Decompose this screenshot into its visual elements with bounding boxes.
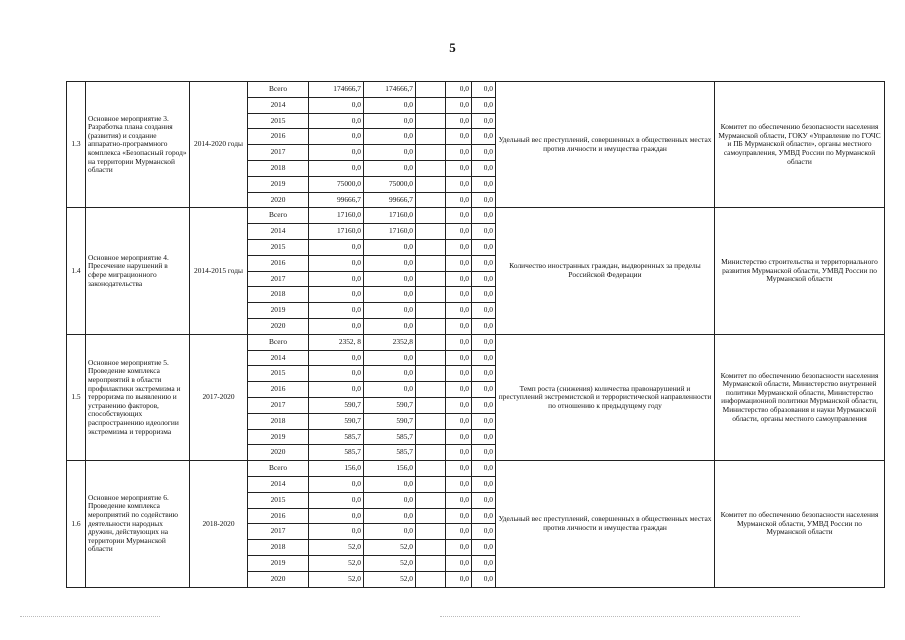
other-sources-cell: 0,0 <box>472 239 496 255</box>
local-budget-cell: 0,0 <box>446 192 472 208</box>
year-cell: 2018 <box>248 540 309 556</box>
total-funds-cell: 52,0 <box>309 540 364 556</box>
total-funds-cell: 0,0 <box>309 492 364 508</box>
total-funds-cell: 0,0 <box>309 476 364 492</box>
total-funds-cell: 17160,0 <box>309 208 364 224</box>
year-cell: 2018 <box>248 160 309 176</box>
local-budget-cell: 0,0 <box>446 366 472 382</box>
year-cell: 2014 <box>248 350 309 366</box>
local-budget-cell: 0,0 <box>446 239 472 255</box>
local-budget-cell: 0,0 <box>446 287 472 303</box>
other-sources-cell: 0,0 <box>472 271 496 287</box>
total-funds-cell: 17160,0 <box>309 224 364 240</box>
other-sources-cell: 0,0 <box>472 413 496 429</box>
regional-budget-cell: 0,0 <box>364 113 416 129</box>
local-budget-cell: 0,0 <box>446 555 472 571</box>
table-row <box>67 334 885 350</box>
federal-budget-cell <box>416 413 446 429</box>
regional-budget-cell: 0,0 <box>364 524 416 540</box>
local-budget-cell: 0,0 <box>446 113 472 129</box>
other-sources-cell: 0,0 <box>472 145 496 161</box>
table-body <box>67 82 885 588</box>
federal-budget-cell <box>416 239 446 255</box>
federal-budget-cell <box>416 540 446 556</box>
local-budget-cell: 0,0 <box>446 255 472 271</box>
responsible-executors-cell: Министерство строительства и территориального развития Мурманской области, УМВД России по Мурманской области <box>715 208 885 334</box>
federal-budget-cell <box>416 287 446 303</box>
regional-budget-cell: 0,0 <box>364 366 416 382</box>
regional-budget-cell: 0,0 <box>364 476 416 492</box>
responsible-executors-cell: Комитет по обеспечению безопасности населения Мурманской области, УМВД России по Мурманской области <box>715 461 885 587</box>
regional-budget-cell: 174666,7 <box>364 82 416 98</box>
federal-budget-cell <box>416 176 446 192</box>
regional-budget-cell: 0,0 <box>364 160 416 176</box>
regional-budget-cell: 0,0 <box>364 382 416 398</box>
year-cell: Всего <box>248 208 309 224</box>
other-sources-cell: 0,0 <box>472 160 496 176</box>
total-funds-cell: 0,0 <box>309 350 364 366</box>
federal-budget-cell <box>416 508 446 524</box>
year-cell: Всего <box>248 82 309 98</box>
section-index: 1.5 <box>67 334 86 460</box>
federal-budget-cell <box>416 160 446 176</box>
other-sources-cell: 0,0 <box>472 129 496 145</box>
year-cell: 2018 <box>248 413 309 429</box>
local-budget-cell: 0,0 <box>446 97 472 113</box>
federal-budget-cell <box>416 555 446 571</box>
local-budget-cell: 0,0 <box>446 524 472 540</box>
local-budget-cell: 0,0 <box>446 334 472 350</box>
federal-budget-cell <box>416 255 446 271</box>
regional-budget-cell: 0,0 <box>364 145 416 161</box>
regional-budget-cell: 52,0 <box>364 571 416 587</box>
regional-budget-cell: 0,0 <box>364 255 416 271</box>
local-budget-cell: 0,0 <box>446 82 472 98</box>
year-cell: Всего <box>248 461 309 477</box>
federal-budget-cell <box>416 571 446 587</box>
total-funds-cell: 0,0 <box>309 97 364 113</box>
regional-budget-cell: 0,0 <box>364 239 416 255</box>
page-number: 5 <box>449 40 456 55</box>
activity-name: Основное мероприятие 3. Разработка плана создания (развития) и создание аппаратно-программного комплекса «Безопасный город» на территории Мурманской области <box>86 82 190 208</box>
regional-budget-cell: 0,0 <box>364 492 416 508</box>
total-funds-cell: 0,0 <box>309 160 364 176</box>
activity-name: Основное мероприятие 4. Пресечение нарушений в сфере миграционного законодательства <box>86 208 190 334</box>
other-sources-cell: 0,0 <box>472 555 496 571</box>
total-funds-cell: 75000,0 <box>309 176 364 192</box>
total-funds-cell: 0,0 <box>309 366 364 382</box>
federal-budget-cell <box>416 271 446 287</box>
federal-budget-cell <box>416 97 446 113</box>
regional-budget-cell: 52,0 <box>364 555 416 571</box>
federal-budget-cell <box>416 476 446 492</box>
total-funds-cell: 99666,7 <box>309 192 364 208</box>
indicator-cell: Темп роста (снижения) количества правонарушений и преступлений экстремистской и террористической направленности по отношению к предыдущему году <box>496 334 715 460</box>
total-funds-cell: 0,0 <box>309 508 364 524</box>
local-budget-cell: 0,0 <box>446 303 472 319</box>
regional-budget-cell: 0,0 <box>364 287 416 303</box>
federal-budget-cell <box>416 366 446 382</box>
total-funds-cell: 0,0 <box>309 113 364 129</box>
local-budget-cell: 0,0 <box>446 413 472 429</box>
local-budget-cell: 0,0 <box>446 540 472 556</box>
year-cell: 2017 <box>248 145 309 161</box>
other-sources-cell: 0,0 <box>472 571 496 587</box>
local-budget-cell: 0,0 <box>446 508 472 524</box>
other-sources-cell: 0,0 <box>472 318 496 334</box>
year-cell: 2019 <box>248 555 309 571</box>
year-cell: 2014 <box>248 224 309 240</box>
local-budget-cell: 0,0 <box>446 208 472 224</box>
section-index: 1.4 <box>67 208 86 334</box>
other-sources-cell: 0,0 <box>472 334 496 350</box>
other-sources-cell: 0,0 <box>472 476 496 492</box>
year-cell: 2014 <box>248 97 309 113</box>
total-funds-cell: 0,0 <box>309 239 364 255</box>
activity-term: 2018-2020 <box>190 461 248 587</box>
other-sources-cell: 0,0 <box>472 113 496 129</box>
local-budget-cell: 0,0 <box>446 397 472 413</box>
indicator-cell: Удельный вес преступлений, совершенных в общественных местах против личности и имущества граждан <box>496 82 715 208</box>
regional-budget-cell: 0,0 <box>364 350 416 366</box>
other-sources-cell: 0,0 <box>472 192 496 208</box>
responsible-executors-cell: Комитет по обеспечению безопасности населения Мурманской области, Министерство внутренней политики Мурманской области, Министерство информационной политики Мурманской области, Министерство образования и науки Мурманской области, органы местного самоуправления <box>715 334 885 460</box>
year-cell: 2016 <box>248 382 309 398</box>
indicator-cell: Количество иностранных граждан, выдворенных за пределы Российской Федерации <box>496 208 715 334</box>
other-sources-cell: 0,0 <box>472 350 496 366</box>
year-cell: 2020 <box>248 571 309 587</box>
federal-budget-cell <box>416 318 446 334</box>
total-funds-cell: 0,0 <box>309 145 364 161</box>
year-cell: 2015 <box>248 239 309 255</box>
total-funds-cell: 52,0 <box>309 571 364 587</box>
local-budget-cell: 0,0 <box>446 176 472 192</box>
other-sources-cell: 0,0 <box>472 382 496 398</box>
federal-budget-cell <box>416 303 446 319</box>
other-sources-cell: 0,0 <box>472 82 496 98</box>
total-funds-cell: 590,7 <box>309 413 364 429</box>
regional-budget-cell: 0,0 <box>364 129 416 145</box>
total-funds-cell: 0,0 <box>309 271 364 287</box>
federal-budget-cell <box>416 445 446 461</box>
other-sources-cell: 0,0 <box>472 445 496 461</box>
local-budget-cell: 0,0 <box>446 129 472 145</box>
federal-budget-cell <box>416 397 446 413</box>
regional-budget-cell: 2352,8 <box>364 334 416 350</box>
regional-budget-cell: 0,0 <box>364 508 416 524</box>
regional-budget-cell: 52,0 <box>364 540 416 556</box>
year-cell: 2020 <box>248 445 309 461</box>
local-budget-cell: 0,0 <box>446 318 472 334</box>
year-cell: 2020 <box>248 192 309 208</box>
total-funds-cell: 2352, 8 <box>309 334 364 350</box>
federal-budget-cell <box>416 524 446 540</box>
total-funds-cell: 52,0 <box>309 555 364 571</box>
other-sources-cell: 0,0 <box>472 492 496 508</box>
federal-budget-cell <box>416 192 446 208</box>
total-funds-cell: 0,0 <box>309 287 364 303</box>
year-cell: 2017 <box>248 524 309 540</box>
regional-budget-cell: 585,7 <box>364 429 416 445</box>
activity-term: 2014-2015 годы <box>190 208 248 334</box>
other-sources-cell: 0,0 <box>472 287 496 303</box>
regional-budget-cell: 0,0 <box>364 318 416 334</box>
program-activities-table <box>66 81 885 588</box>
federal-budget-cell <box>416 429 446 445</box>
year-cell: Всего <box>248 334 309 350</box>
regional-budget-cell: 0,0 <box>364 97 416 113</box>
other-sources-cell: 0,0 <box>472 508 496 524</box>
regional-budget-cell: 17160,0 <box>364 208 416 224</box>
federal-budget-cell <box>416 224 446 240</box>
federal-budget-cell <box>416 113 446 129</box>
activity-term: 2014-2020 годы <box>190 82 248 208</box>
local-budget-cell: 0,0 <box>446 350 472 366</box>
other-sources-cell: 0,0 <box>472 540 496 556</box>
regional-budget-cell: 99666,7 <box>364 192 416 208</box>
other-sources-cell: 0,0 <box>472 176 496 192</box>
other-sources-cell: 0,0 <box>472 429 496 445</box>
year-cell: 2016 <box>248 255 309 271</box>
local-budget-cell: 0,0 <box>446 461 472 477</box>
responsible-executors-cell: Комитет по обеспечению безопасности населения Мурманской области, ГОКУ «Управление по ГОЧС и ПБ Мурманской области», органы местного самоуправления, УМВД России по Мурманской области <box>715 82 885 208</box>
local-budget-cell: 0,0 <box>446 224 472 240</box>
local-budget-cell: 0,0 <box>446 492 472 508</box>
regional-budget-cell: 590,7 <box>364 413 416 429</box>
year-cell: 2015 <box>248 366 309 382</box>
year-cell: 2018 <box>248 287 309 303</box>
table-row <box>67 208 885 224</box>
year-cell: 2014 <box>248 476 309 492</box>
local-budget-cell: 0,0 <box>446 571 472 587</box>
regional-budget-cell: 17160,0 <box>364 224 416 240</box>
federal-budget-cell <box>416 350 446 366</box>
regional-budget-cell: 0,0 <box>364 303 416 319</box>
other-sources-cell: 0,0 <box>472 97 496 113</box>
local-budget-cell: 0,0 <box>446 429 472 445</box>
section-index: 1.6 <box>67 461 86 587</box>
local-budget-cell: 0,0 <box>446 145 472 161</box>
total-funds-cell: 0,0 <box>309 524 364 540</box>
year-cell: 2016 <box>248 129 309 145</box>
total-funds-cell: 0,0 <box>309 129 364 145</box>
other-sources-cell: 0,0 <box>472 224 496 240</box>
table-row <box>67 461 885 477</box>
table-row <box>67 82 885 98</box>
section-index: 1.3 <box>67 82 86 208</box>
other-sources-cell: 0,0 <box>472 208 496 224</box>
year-cell: 2020 <box>248 318 309 334</box>
year-cell: 2017 <box>248 397 309 413</box>
other-sources-cell: 0,0 <box>472 303 496 319</box>
year-cell: 2016 <box>248 508 309 524</box>
other-sources-cell: 0,0 <box>472 524 496 540</box>
scan-edge-mark <box>440 616 800 618</box>
federal-budget-cell <box>416 208 446 224</box>
year-cell: 2019 <box>248 303 309 319</box>
total-funds-cell: 585,7 <box>309 445 364 461</box>
total-funds-cell: 0,0 <box>309 382 364 398</box>
regional-budget-cell: 0,0 <box>364 271 416 287</box>
year-cell: 2017 <box>248 271 309 287</box>
total-funds-cell: 0,0 <box>309 255 364 271</box>
federal-budget-cell <box>416 145 446 161</box>
local-budget-cell: 0,0 <box>446 160 472 176</box>
activity-name: Основное мероприятие 6. Проведение комплекса мероприятий по содействию деятельности народных дружин, действующих на территории Мурманской области <box>86 461 190 587</box>
total-funds-cell: 0,0 <box>309 303 364 319</box>
indicator-cell: Удельный вес преступлений, совершенных в общественных местах против личности и имущества граждан <box>496 461 715 587</box>
scan-edge-mark <box>20 616 160 618</box>
year-cell: 2015 <box>248 492 309 508</box>
other-sources-cell: 0,0 <box>472 397 496 413</box>
local-budget-cell: 0,0 <box>446 382 472 398</box>
total-funds-cell: 590,7 <box>309 397 364 413</box>
federal-budget-cell <box>416 129 446 145</box>
federal-budget-cell <box>416 82 446 98</box>
local-budget-cell: 0,0 <box>446 271 472 287</box>
regional-budget-cell: 590,7 <box>364 397 416 413</box>
local-budget-cell: 0,0 <box>446 445 472 461</box>
activity-term: 2017-2020 <box>190 334 248 460</box>
year-cell: 2015 <box>248 113 309 129</box>
federal-budget-cell <box>416 461 446 477</box>
total-funds-cell: 585,7 <box>309 429 364 445</box>
total-funds-cell: 174666,7 <box>309 82 364 98</box>
federal-budget-cell <box>416 334 446 350</box>
regional-budget-cell: 156,0 <box>364 461 416 477</box>
year-cell: 2019 <box>248 429 309 445</box>
year-cell: 2019 <box>248 176 309 192</box>
federal-budget-cell <box>416 382 446 398</box>
federal-budget-cell <box>416 492 446 508</box>
local-budget-cell: 0,0 <box>446 476 472 492</box>
other-sources-cell: 0,0 <box>472 366 496 382</box>
other-sources-cell: 0,0 <box>472 255 496 271</box>
activity-name: Основное мероприятие 5. Проведение комплекса мероприятий в области профилактики экстремизма и терроризма по выявлению и устранению факторов, способствующих распространению идеологии экстремизма и терроризма <box>86 334 190 460</box>
regional-budget-cell: 585,7 <box>364 445 416 461</box>
total-funds-cell: 156,0 <box>309 461 364 477</box>
regional-budget-cell: 75000,0 <box>364 176 416 192</box>
other-sources-cell: 0,0 <box>472 461 496 477</box>
total-funds-cell: 0,0 <box>309 318 364 334</box>
